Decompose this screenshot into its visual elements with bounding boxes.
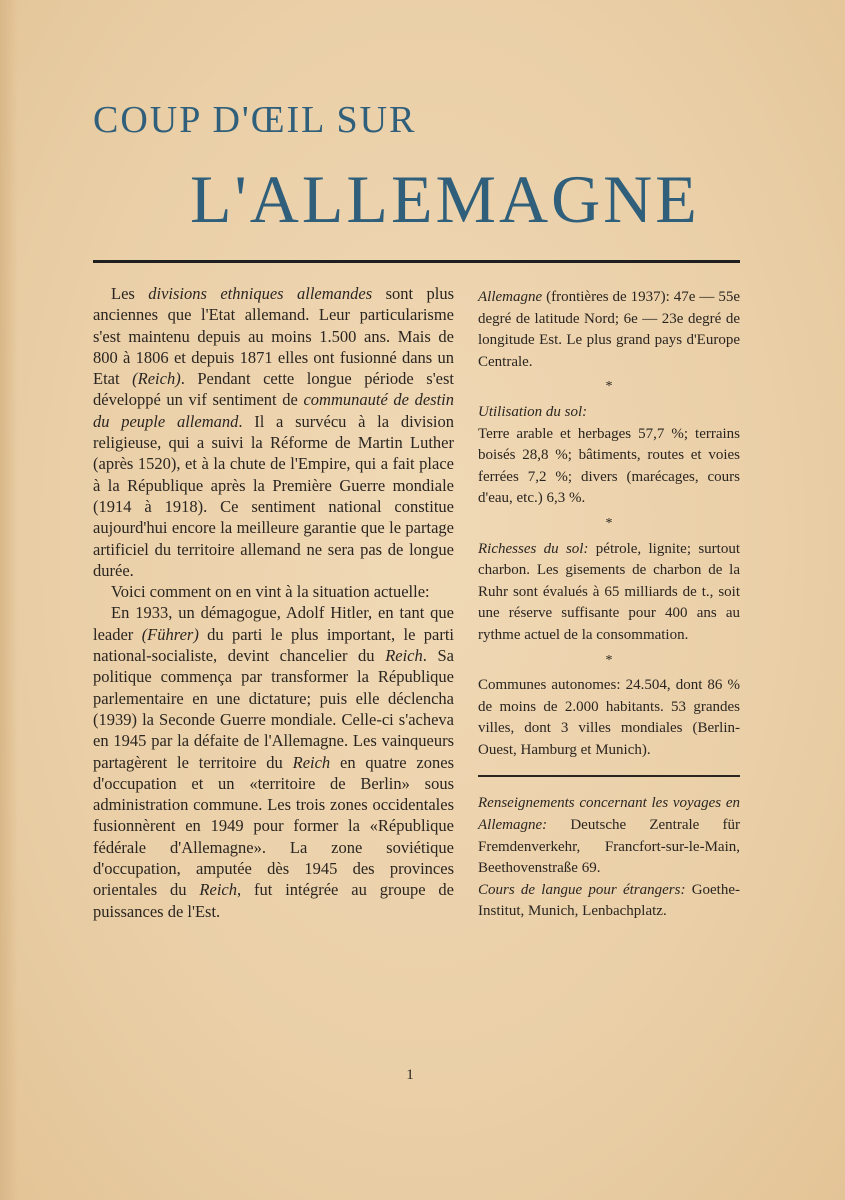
italic-run: Reich [292,752,331,772]
paragraph-history-1933 [93,602,454,921]
text-run: du parti le plus important, le parti national-socialiste, devint chancelier du [93,624,454,666]
title-line-2: L'ALLEMAGNE [190,161,700,237]
italic-run: Reich [385,646,423,666]
paragraph-ethnic-divisions [93,283,454,581]
separator-star: * [605,515,613,531]
page-edge [0,0,18,1200]
top-rule [93,260,740,263]
text-run: (frontières de 1937): 47e — 55e degré de latitude Nord; 6e — 23e degré de longitude Est. Le plus grand pays d'Europe Centrale. [478,289,740,370]
facts-communes: Communes autonomes: 24.504, dont 86 % de moins de 2.000 habitants. 53 grandes villes, dont 3 villes mondiales (Berlin-Ouest, Hamburg et Munich). [478,677,740,758]
left-column [93,283,454,922]
facts-land-use [478,402,740,510]
italic-run: Renseignements concernant les voyages en Allemagne: [478,795,740,834]
right-column [478,287,740,923]
text-run: En 1933, un démagogue, Adolf Hitler, en tant que leader [93,603,454,644]
text-run: . Pendant cette longue période s'est développé un vif sentiment de [93,369,455,410]
text-run: Les [111,284,149,303]
right-column-rule [478,775,740,777]
italic-run: Utilisation du sol: [478,403,588,420]
text-run: . Sa politique commença par transformer la République parlementaire en une dictature; puis elle déclencha (1939) la Seconde Guerre mondiale. Celle-ci s'acheva en 1945 par la défaite de l'Allemagne. Les vainqueurs partagèrent le territoire du [93,646,454,772]
italic-run: Reich [199,880,237,900]
text-run: Goethe-Institut, Munich, Lenbachplatz. [478,881,741,920]
italic-run: Richesses du sol: [478,540,589,557]
text-run: , fut intégrée au groupe de puissances de l'Est. [93,880,454,921]
text-run: sont plus anciennes que l'Etat allemand. Leur particularisme s'est maintenu depuis au moins 1.500 ans. Mais de 800 à 1806 et depuis 1871 elles ont fusionné dans un Etat [93,284,455,389]
italic-run: Cours de langue pour étrangers: [478,881,686,898]
facts-resources [478,539,740,647]
text-run: . Il a survécu à la division religieuse, qui a suivi la Réforme de Martin Luther (après 1520), et à la chute de l'Empire, qui a fait place à la République après la Première Guerre mondiale (1914 à 1918). Ce sentiment national constitue aujourd'hui encore la meilleure garantie que le partage artificiel du territoire allemand ne sera pas de longue durée. [93,411,454,580]
facts-borders [478,287,740,373]
text-run: pétrole, lignite; surtout charbon. Les gisements de charbon de la Ruhr sont évalués à 65 milliards de t., soit une réserve suffisante pour 400 ans au rythme actuel de la consommation. [478,540,740,643]
separator-star: * [605,379,613,395]
info-language-courses [478,880,740,923]
title-line-1: COUP D'ŒIL SUR [93,99,417,141]
italic-run: (Führer) [141,624,199,644]
italic-run: (Reich) [132,369,181,389]
info-travel [478,793,740,879]
italic-run: communauté de destin du peuple allemand [93,390,454,431]
text-run: en quatre zones d'occupation et un «territoire de Berlin» sous administration commune. Les trois zones occidentales fusionnèrent en 1949 pour former la «République fédérale d'Allemagne». La zone soviétique d'occupation, amputée dès 1945 des provinces orientales du [93,752,454,900]
italic-run: divisions ethniques allemandes [148,284,373,303]
page-number: 1 [406,1067,414,1083]
text-run: Terre arable et herbages 57,7 %; terrains boisés 28,8 %; bâtiments, routes et voies ferrées 7,2 %; divers (marécages, cours d'eau, etc.) 6,3 %. [478,425,740,507]
italic-run: Allemagne [478,289,543,305]
separator-star: * [605,652,613,668]
text-run: Deutsche Zentrale für Fremdenverkehr, Francfort-sur-le-Main, Beethovenstraße 69. [478,817,740,877]
paragraph-current-situation: Voici comment on en vint à la situation actuelle: [111,582,430,602]
